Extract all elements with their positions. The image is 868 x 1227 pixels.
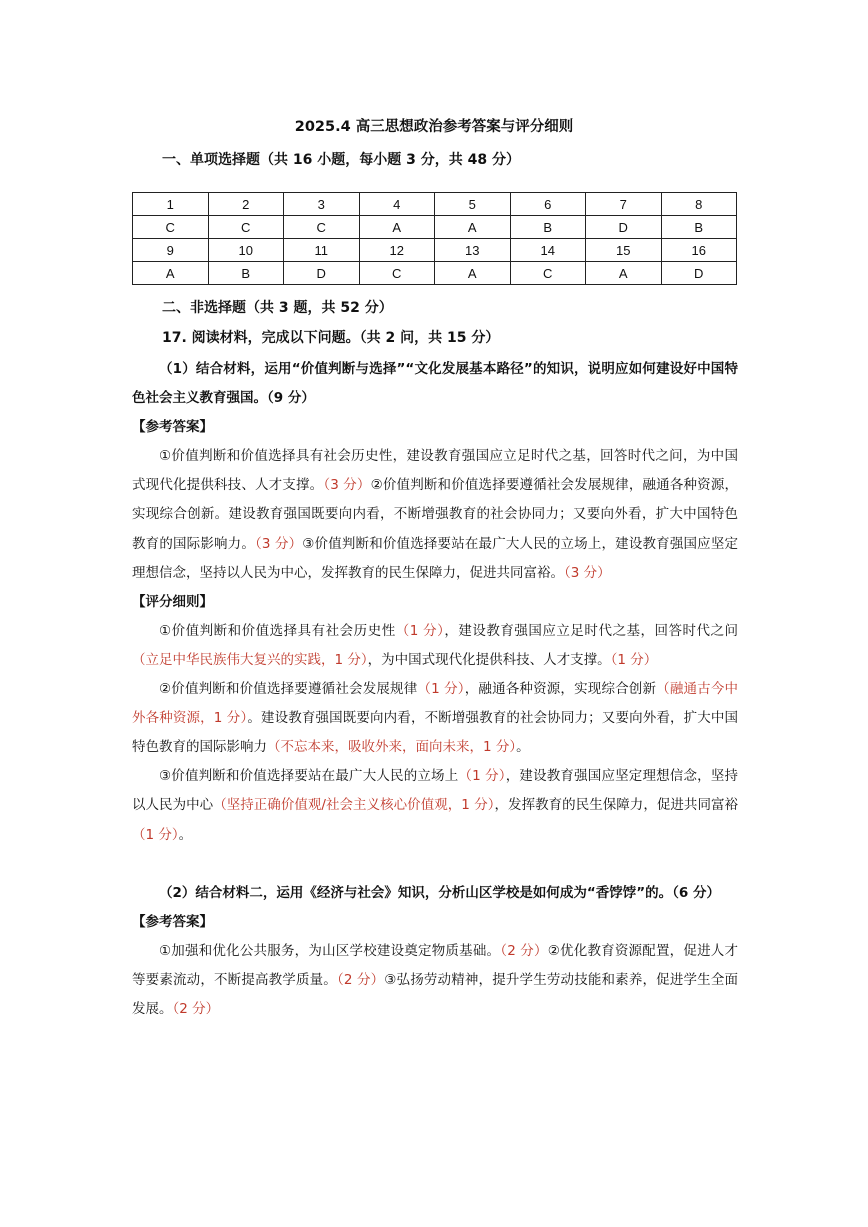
score-note: （1 分） <box>417 681 465 698</box>
answer-table <box>132 192 737 285</box>
answer-key-cell: B <box>661 216 737 239</box>
question-number-cell: 3 <box>284 193 360 216</box>
question-number-cell: 15 <box>586 239 662 262</box>
answer-key-cell: C <box>510 262 586 285</box>
score-note: （2 分） <box>172 1000 220 1017</box>
answer-key-cell: A <box>133 262 209 285</box>
score-note: （不忘本来，吸收外来，面向未来，1 分） <box>267 739 517 756</box>
question-number-cell: 12 <box>359 239 435 262</box>
rubric-text: ，为中国式现代化提供科技、人才支撑。 <box>367 651 611 668</box>
question-number-row <box>133 239 737 262</box>
score-note: （1 分） <box>395 622 445 639</box>
rubric-text: ，建设教育强国应坚定理想信念，坚持以人民为中心 <box>132 768 738 814</box>
rubric-text: 。建设教育强国既要向内看，不断增强教育的社会协同力；又要向外看，扩大中国特色教育的国际影响力 <box>132 710 739 756</box>
answer-body <box>132 355 738 1024</box>
answer-text: ②优化教育资源配置，促进人才等要素流动，不断提高教学质量。 <box>132 942 738 988</box>
rubric-text: 。 <box>516 739 530 756</box>
score-note: （融通古今中外各种资源，1 分） <box>132 681 739 727</box>
answer-key-cell: A <box>435 216 511 239</box>
answer-key-cell: D <box>661 262 737 285</box>
rubric-text: ，融通各种资源，实现综合创新 <box>464 681 657 698</box>
question-number-cell: 10 <box>208 239 284 262</box>
question-number-cell: 6 <box>510 193 586 216</box>
rubric-text: ③价值判断和价值选择要站在最广大人民的立场上 <box>159 768 459 785</box>
answer-key-cell: B <box>510 216 586 239</box>
rubric-point-3 <box>132 762 738 849</box>
answer-text: ①加强和优化公共服务，为山区学校建设奠定物质基础。 <box>159 942 501 959</box>
rubric-text: ，发挥教育的民生保障力，促进共同富裕 <box>494 797 739 814</box>
question-17-1: （1）结合材料，运用“价值判断与选择”“文化发展基本路径”的知识，说明应如何建设好中国特色社会主义教育强国。（9 分） <box>132 361 738 407</box>
answer-key-cell: A <box>435 262 511 285</box>
question-number-cell: 13 <box>435 239 511 262</box>
answer-key-cell: D <box>586 216 662 239</box>
page-title: 2025.4 高三思想政治参考答案与评分细则 <box>294 119 574 135</box>
answer-key-cell: C <box>284 216 360 239</box>
score-note: （2 分） <box>336 971 385 988</box>
question-number-cell: 1 <box>133 193 209 216</box>
answer-key-cell: C <box>208 216 284 239</box>
score-note: （1 分） <box>610 651 658 668</box>
reference-answer-17-1 <box>132 442 738 587</box>
rubric-text: ，建设教育强国应立足时代之基，回答时代之问 <box>444 622 738 639</box>
question-number-cell: 2 <box>208 193 284 216</box>
rubric-point-1 <box>132 617 738 675</box>
answer-text: ①价值判断和价值选择具有社会历史性，建设教育强国应立足时代之基，回答时代之问，为中国式现代化提供科技、人才支撑。 <box>132 448 738 494</box>
question-number-cell: 9 <box>133 239 209 262</box>
question-number-cell: 11 <box>284 239 360 262</box>
question-number-cell: 16 <box>661 239 737 262</box>
answer-key-cell: A <box>586 262 662 285</box>
question-number-cell: 4 <box>359 193 435 216</box>
section-heading-choice: 一、单项选择题（共 16 小题，每小题 3 分，共 48 分） <box>162 152 520 168</box>
answer-key-cell: C <box>133 216 209 239</box>
answer-key-row <box>133 216 737 239</box>
answer-key-cell: B <box>208 262 284 285</box>
score-note: （2 分） <box>500 942 548 959</box>
question-17-heading: 17. 阅读材料，完成以下问题。（共 2 问，共 15 分） <box>162 330 500 346</box>
answer-key-cell: A <box>359 216 435 239</box>
reference-answer-heading: 【参考答案】 <box>132 913 213 930</box>
question-number-cell: 5 <box>435 193 511 216</box>
question-number-cell: 8 <box>661 193 737 216</box>
rubric-text: 。 <box>178 826 193 843</box>
rubric-heading: 【评分细则】 <box>132 593 213 610</box>
score-note: （1 分） <box>132 826 179 843</box>
question-number-cell: 7 <box>586 193 662 216</box>
score-note: （3 分） <box>323 477 371 494</box>
answer-text: ③弘扬劳动精神，提升学生劳动技能和素养，促进学生全面发展。 <box>132 971 739 1017</box>
section-heading-nonchoice: 二、非选择题（共 3 题，共 52 分） <box>162 300 393 316</box>
rubric-text: ②价值判断和价值选择要遵循社会发展规律 <box>159 681 418 698</box>
question-17-2: （2）结合材料二，运用《经济与社会》知识，分析山区学校是如何成为“香饽饽”的。（6 分） <box>159 884 720 901</box>
paragraph-gap <box>132 850 738 879</box>
score-note: （1 分） <box>458 768 506 785</box>
rubric-point-2 <box>132 675 738 762</box>
answer-text: ③价值判断和价值选择要站在最广大人民的立场上，建设教育强国应坚定理想信念，坚持以人民为中心，发挥教育的民生保障力，促进共同富裕。 <box>132 535 738 581</box>
reference-answer-17-2 <box>132 937 738 1024</box>
question-number-row <box>133 193 737 216</box>
score-note: （立足中华民族伟大复兴的实践，1 分） <box>132 651 368 668</box>
score-note: （3 分） <box>254 535 303 552</box>
answer-text: ②价值判断和价值选择要遵循社会发展规律，融通各种资源，实现综合创新。建设教育强国既要向内看，不断增强教育的社会协同力；又要向外看，扩大中国特色教育的国际影响力。 <box>132 477 738 552</box>
answer-key-cell: C <box>359 262 435 285</box>
score-note: （3 分） <box>564 564 611 581</box>
score-note: （坚持正确价值观/社会主义核心价值观，1 分） <box>213 797 495 814</box>
answer-key-row <box>133 262 737 285</box>
reference-answer-heading: 【参考答案】 <box>132 419 213 436</box>
rubric-text: ①价值判断和价值选择具有社会历史性 <box>159 622 396 639</box>
answer-key-cell: D <box>284 262 360 285</box>
question-number-cell: 14 <box>510 239 586 262</box>
